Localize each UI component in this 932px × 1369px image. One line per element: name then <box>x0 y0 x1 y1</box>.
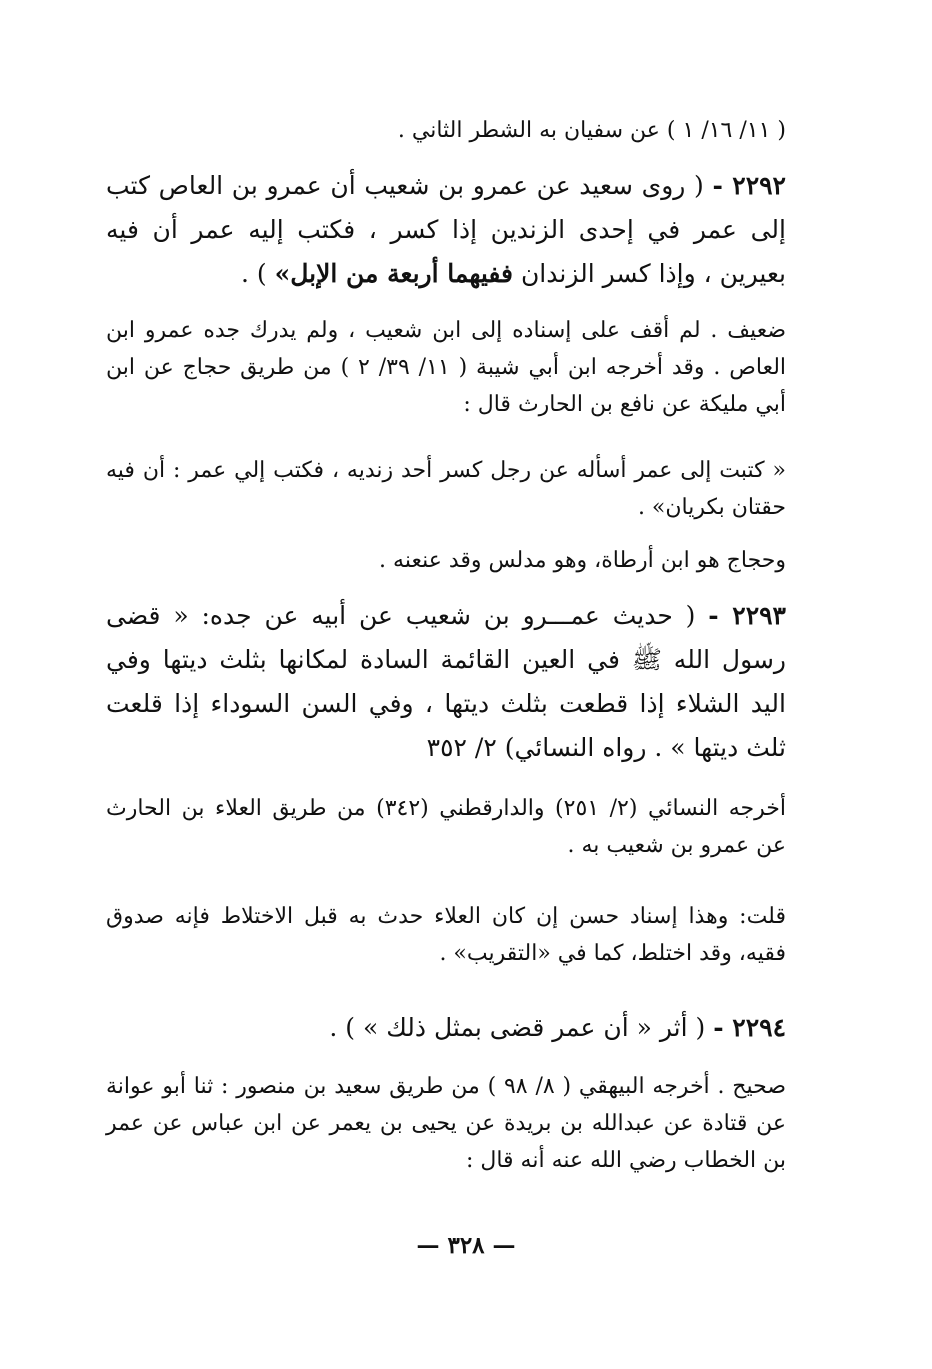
takhrij-paragraph: أخرجه النسائي (٢/ ٢٥١) والدارقطني (٣٤٢) من طريق العلاء بن الحارث عن عمرو بن شعيب به . <box>106 796 787 858</box>
hadith-number: ٢٢٩٢ - <box>712 171 786 200</box>
hadith-tail: ) . <box>240 259 267 288</box>
hadith-bold-text: ففيهما أربعة من الإبل» <box>274 259 513 288</box>
hadith-number: ٢٢٩٤ - <box>713 1013 786 1042</box>
grade-paragraph: ضعيف . لم أقف على إسناده إلى ابن شعيب ، ولم يدرك جده عمرو ابن العاص . وقد أخرجه ابن أبي شيبة ( ١١/ ٣٩/ ٢ ) من طريق حجاج عن ابن أبي مليكة عن نافع بن الحارث قال : <box>106 318 787 417</box>
note-paragraph: قلت: وهذا إسناد حسن إن كان العلاء حدث به قبل الاختلاط فإنه صدوق فقيه، وقد اختلط، كما في «التقريب» . <box>106 904 786 966</box>
hadith-2292 <box>106 164 786 296</box>
intro-line: ( ١١/ ١٦/ ١ ) عن سفيان به الشطر الثاني . <box>397 118 786 143</box>
page-number: — ٣٢٨ — <box>416 1232 516 1259</box>
hadith-2294 <box>106 1006 786 1050</box>
hadith-text: ( روى سعيد عن عمرو بن شعيب أن عمرو بن العاص كتب إلى عمر في إحدى الزندين إذا كسر ، فكتب إليه عمر أن فيه بعيرين ، وإذا كسر الزندان <box>106 171 786 288</box>
hadith-text: ( حديث عمـــرو بن شعيب عن أبيه عن جده: « قضى رسول الله ﷺ في العين القائمة السادة لمكانها بثلث ديتها وفي اليد الشلاء إذا قطعت بثلث ديتها ، وفي السن السوداء إذا قلعت ثلث ديتها » . رواه النسائي) ٢/ ٣٥٢ <box>106 601 786 762</box>
hadith-number: ٢٢٩٣ - <box>708 601 786 630</box>
takhrij-paragraph: صحيح . أخرجه البيهقي ( ٨/ ٩٨ ) من طريق سعيد بن منصور : ثنا أبو عوانة عن قتادة عن عبدالله بن بريدة عن يحيى بن يعمر عن ابن عباس عن عمر بن الخطاب رضي الله عنه أنه قال : <box>106 1074 787 1173</box>
quote-paragraph: « كتبت إلى عمر أسأله عن رجل كسر أحد زنديه ، فكتب إلي عمر : أن فيه حقتان بكريان» . <box>106 458 786 520</box>
hadith-text: ( أثر « أن عمر قضى بمثل ذلك » ) . <box>329 1013 706 1042</box>
note-paragraph: وحجاج هو ابن أرطاة، وهو مدلس وقد عنعنه . <box>379 548 786 573</box>
hadith-2293 <box>106 594 786 770</box>
